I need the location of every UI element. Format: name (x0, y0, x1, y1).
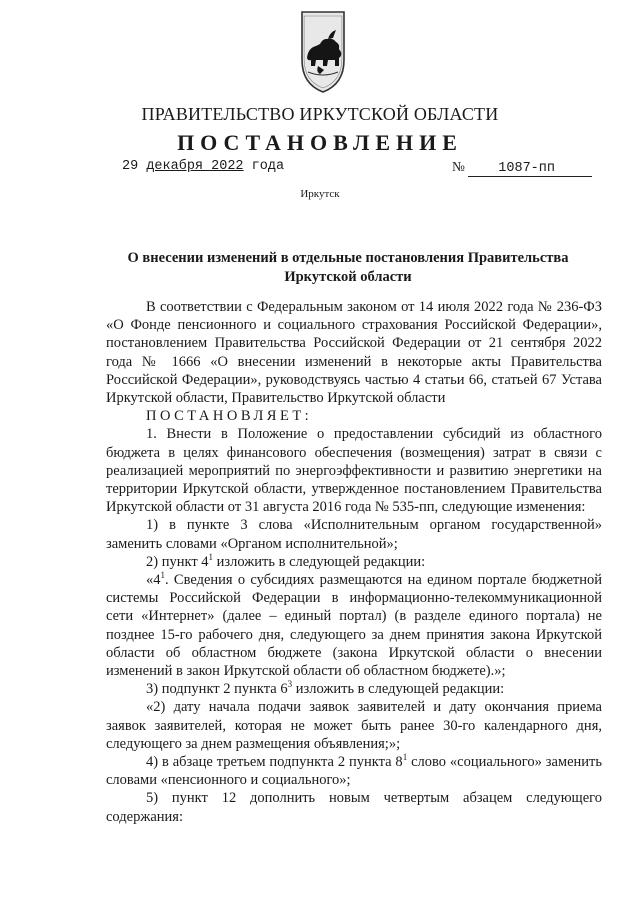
quote-4-1-text: . Сведения о субсидиях размещаются на едином портале бюджетной системы Российской Федерации в информационно-телекоммуникационной сети «Интернет» (далее – единый портал) (в разделе единого портала) не позднее 15-го рабочего дня, следующего за днем принятия закона Иркутской области об областном бюджете (закона Иркутской области о внесении изменений в закон Иркутской области об областном бюджете).»; (106, 572, 602, 680)
number-value: 1087-пп (468, 161, 592, 177)
document-number (452, 159, 592, 177)
item-1-3-sup: 3 (287, 679, 293, 690)
city-name: Иркутск (300, 188, 340, 200)
document-title: О внесении изменений в отдельные постановления Правительства Иркутской области (127, 250, 569, 285)
document-body (106, 298, 602, 826)
date-month-year: декабря 2022 (146, 159, 244, 174)
item-1: 1. Внести в Положение о предоставлении субсидий из областного бюджета в целях финансового обеспечения (возмещения) затрат в связи с реализацией мероприятий по энергоэффективности и развитию энергетики на территории Иркутской области, утвержденное постановлением Правительства Иркутской области от 31 августа 2016 года № 535-пп, следующие изменения: (106, 426, 602, 516)
item-1-5: 5) пункт 12 дополнить новым четвертым абзацем следующего содержания: (106, 790, 602, 825)
preamble-paragraph: В соответствии с Федеральным законом от 14 июля 2022 года № 236-ФЗ «О Фонде пенсионного и социального страхования Российской Федерации», постановлением Правительства Российской Федерации от 21 сентября 2022 года № 1666 «О внесении изменений в некоторые акты Правительства Российской Федерации», руководствуясь частью 4 статьи 66, статьей 67 Устава Иркутской области, Правительство Иркутской области (106, 299, 602, 407)
quote-4-1-start: «4 (146, 572, 161, 589)
item-1-2-text: 2) пункт 4 (146, 553, 209, 570)
quote-4-1 (106, 571, 602, 680)
quote-4-1-sup: 1 (160, 570, 165, 581)
irkutsk-coat-of-arms-icon (298, 8, 348, 96)
government-name: ПРАВИТЕЛЬСТВО ИРКУТСКОЙ ОБЛАСТИ (141, 104, 499, 124)
quote-subitem-2: «2) дату начала подачи заявок заявителей и дату окончания приема заявок заявителей, которая не может быть ранее 30-го календарного дня, следующего за днем размещения объявления;»; (106, 699, 602, 752)
item-1-3 (106, 680, 602, 698)
item-1-1: 1) в пункте 3 слова «Исполнительным органом государственной» заменить словами «Органом исполнительной»; (106, 517, 602, 552)
item-1-4-text-end: слово «социального» заменить словами «пенсионного и социального»; (106, 754, 602, 789)
date-suffix: года (251, 159, 285, 174)
item-1-3-text-end: изложить в следующей редакции: (292, 681, 505, 698)
item-1-2 (106, 553, 602, 571)
date-day: 29 (122, 159, 139, 174)
postanovlyaet-heading: ПОСТАНОВЛЯЕТ: (146, 408, 313, 425)
number-sign: № (452, 159, 465, 174)
item-1-4 (106, 753, 602, 789)
item-1-4-text: 4) в абзаце третьем подпункта 2 пункта 8 (146, 754, 403, 771)
document-date (122, 159, 284, 174)
item-1-3-text: 3) подпункт 2 пункта 6 (146, 681, 288, 698)
item-1-2-text-end: изложить в следующей редакции: (213, 553, 426, 570)
document-type: ПОСТАНОВЛЕНИЕ (177, 130, 463, 155)
item-1-2-sup: 1 (208, 552, 214, 563)
item-1-4-sup: 1 (402, 752, 408, 763)
